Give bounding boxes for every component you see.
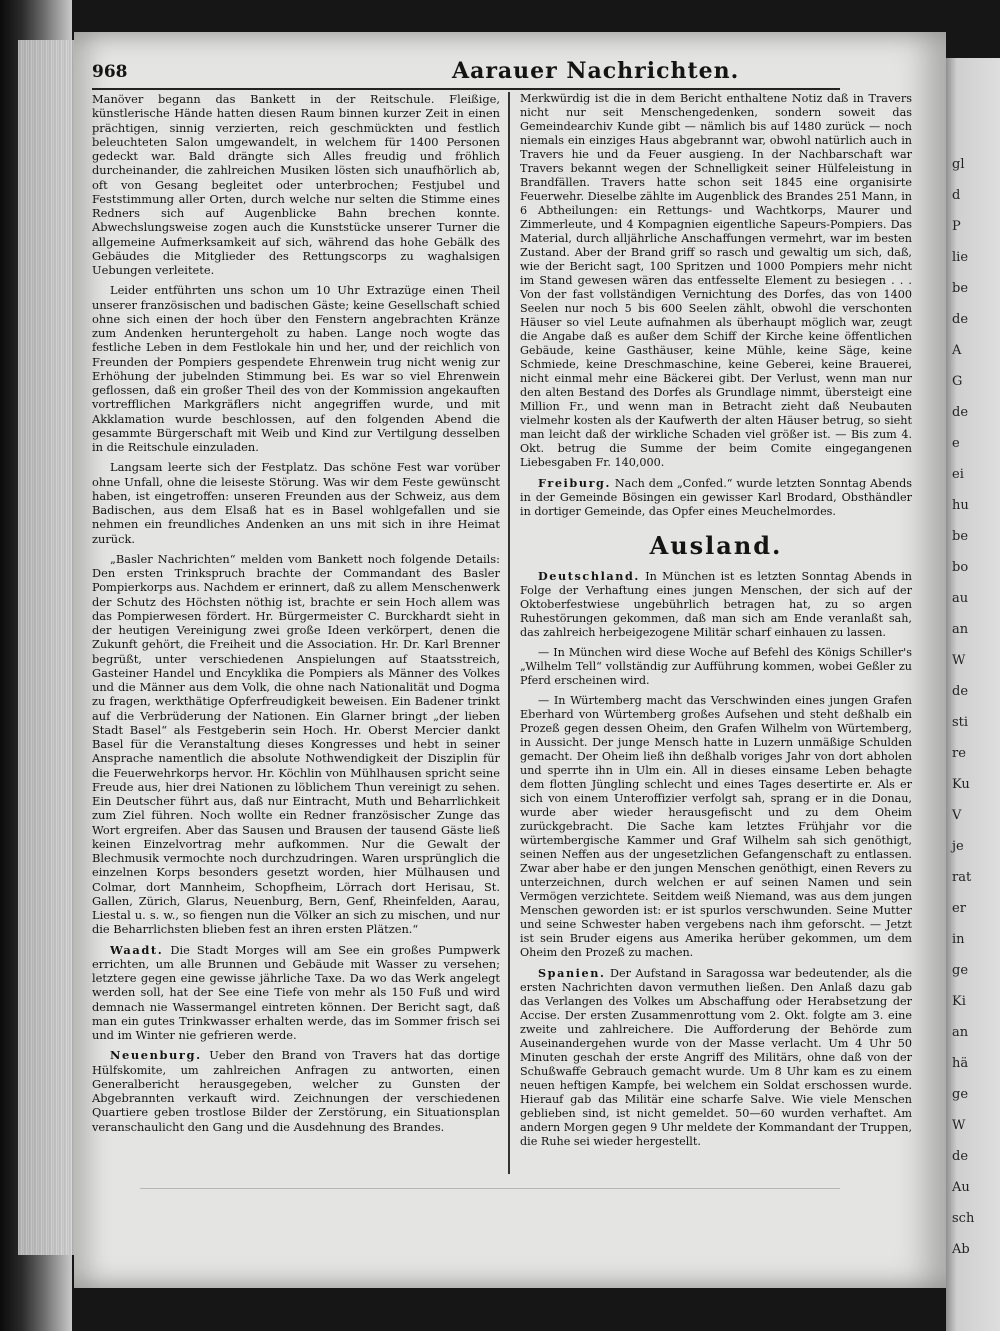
next-page-text-fragment: sch bbox=[952, 1211, 975, 1226]
right-column bbox=[520, 92, 912, 1155]
next-page-text-fragment: Ab bbox=[952, 1242, 970, 1257]
article-paragraph bbox=[520, 966, 912, 1149]
next-page-text-fragment: e bbox=[952, 436, 960, 451]
dateline: Waadt. bbox=[110, 942, 164, 957]
next-page-text-fragment: au bbox=[952, 591, 969, 606]
dateline: Neuenburg. bbox=[110, 1048, 202, 1063]
page-number: 968 bbox=[92, 62, 128, 82]
next-page-text-fragment: rat bbox=[952, 870, 972, 885]
next-page-text-fragment: gl bbox=[952, 157, 965, 172]
article-paragraph bbox=[520, 92, 912, 470]
next-page-text-fragment: hu bbox=[952, 498, 969, 513]
next-page-text-fragment: de bbox=[952, 312, 969, 327]
dateline: Freiburg. bbox=[538, 476, 611, 490]
paragraph-text: Manöver begann das Bankett in der Reitschule. Fleißige, künstlerische Hände hatten diesen Raum binnen kurzer Zeit in einen prächtigen, sinnig verzierten, reich geschmückten und festlich beleuchteten Salon umgewandelt, in welchem für 1400 Personen gedeckt war. Bald drängte sich Alles freudig und fröhlich durcheinander, die zahlreichen Musiken lösten sich unaufhörlich ab, oft von Gesang begleitet oder unterbrochen; Festjubel und Feststimmung aller Orten, durch welche nur selten die Stimme eines Redners sich auf Augenblicke Bahn brechen konnte. Abwechslungsweise zogen auch die Kunststücke unserer Turner die allgemeine Aufmerksamkeit auf sich, während das hohe Gebälk des Gebäudes die Mitglieder des Rettungscorps zu waghalsigen Uebungen verleitete. bbox=[92, 92, 500, 277]
next-page-text-fragment: in bbox=[952, 932, 965, 947]
left-column bbox=[92, 92, 500, 1140]
next-page-text-fragment: je bbox=[952, 839, 964, 854]
paragraph-text: In München ist es letzten Sonntag Abends in Folge der Verhaftung eines jungen Menschen, der sich auf der Oktoberfestwiese ungebührlich betragen hat, zu so argen Ruhestörungen gekommen, daß man sich am Ende veranlaßt sah, das zahlreich herbeigezogene Militär scharf einhauen zu lassen. bbox=[520, 570, 912, 639]
paragraph-text: — In München wird diese Woche auf Befehl des Königs Schiller's „Wilhelm Tell“ vollständig zur Aufführung kommen, wobei Geßler zu Pferd erscheinen wird. bbox=[520, 646, 912, 687]
paragraph-text: Die Stadt Morges will am See ein großes Pumpwerk errichten, um alle Brunnen und Gebäude mit Wasser zu versehen; letztere gegen eine gewisse jährliche Taxe. Da wo das Werk angelegt werden soll, hat der See eine Tiefe von mehr als 150 Fuß und wird demnach nie Wassermangel eintreten können. Der Bericht sagt, daß man ein gutes Trinkwasser erhalten werde, das im Sommer frisch sei und im Winter nie gefrieren werde. bbox=[92, 942, 500, 1042]
next-page-text-fragment: de bbox=[952, 684, 969, 699]
article-paragraph bbox=[520, 476, 912, 519]
article-paragraph bbox=[92, 552, 500, 937]
header-rule bbox=[92, 88, 840, 90]
next-page-text-fragment: Ki bbox=[952, 994, 966, 1009]
paragraph-text: — In Würtemberg macht das Verschwinden eines jungen Grafen Eberhard von Würtemberg großes Aufsehen und steht deßhalb ein Prozeß gegen dessen Oheim, den Grafen Wilhelm von Würtemberg, in Aussicht. Der junge Mensch hatte in Luzern unmäßige Schulden gemacht. Der Oheim ließ ihn deßhalb voriges Jahr von dort abholen und sperrte ihn in Ulm ein. All in dieses einsame Leben behagte dem flotten Jüngling schlecht und eines Tages desertirte er. Als er sich von einem Unteroffizier verfolgt sah, sprang er in die Donau, wurde aber wieder herausgefischt und zu dem Oheim zurückgebracht. Die Sache kam letztes Frühjahr vor die würtembergische Kammer und Graf Wilhelm sah sich genöthigt, seinen Neffen aus der ungesetzlichen Gefangenschaft zu entlassen. Zwar aber habe er den jungen Menschen genöthigt, einen Revers zu unterzeichnen, durch welchen er auf seinen Namen und sein Vermögen verzichtete. Seitdem weiß Niemand, was aus dem jungen Menschen geworden ist: er ist spurlos verschwunden. Seine Mutter und seine Schwester haben vergebens nach ihm geforscht. — Jetzt ist sein Bruder eigens aus Amerika herüber gekommen, um dem Oheim den Prozeß zu machen. bbox=[520, 694, 912, 959]
paragraph-text: Langsam leerte sich der Festplatz. Das schöne Fest war vorüber ohne Unfall, ohne die leiseste Störung. Was wir dem Feste gewünscht haben, ist eingetroffen: unseren Freunden aus der Schweiz, aus dem Badischen, aus dem Elsaß hat es in Basel wohlgefallen und sie nehmen ein freundliches Andenken an uns mit sich in ihre Heimat zurück. bbox=[92, 460, 500, 546]
column-divider bbox=[508, 92, 510, 1174]
next-page-text-fragment: A bbox=[952, 343, 962, 358]
paragraph-text: Leider entführten uns schon um 10 Uhr Extrazüge einen Theil unserer französischen und badischen Gäste; keine Gesellschaft schied ohne sich einen der hoch über den Fenstern angebrachten Kränze zum Andenken heruntergeholt zu haben. Lange noch wogte das festliche Leben in dem Festlokale hin und her, und der reichlich von Freunden der Pompiers gespendete Ehrenwein trug nicht wenig zur Erhöhung der jubelnden Stimmung bei. Es war so viel Ehrenwein geflossen, daß ein großer Theil des von der Kommission angekauften vortrefflichen Markgräflers nicht angegriffen wurde, und mit Akklamation wurde beschlossen, auf den folgenden Abend die gesammte Bürgerschaft mit Weib und Kind zur Vertilgung desselben in die Reitschule einzuladen. bbox=[92, 283, 500, 454]
article-paragraph bbox=[92, 460, 500, 546]
paragraph-text: Nach dem „Confed.“ wurde letzten Sonntag Abends in der Gemeinde Bösingen ein gewisser Karl Brodard, Obsthändler in dortiger Gemeinde, das Opfer eines Meuchelmordes. bbox=[520, 477, 912, 518]
next-page-text-fragment: de bbox=[952, 1149, 969, 1164]
article-paragraph bbox=[520, 646, 912, 688]
next-page-text-fragment: hä bbox=[952, 1056, 969, 1071]
stacked-page-edges bbox=[18, 40, 78, 1255]
next-page-text-fragment: ge bbox=[952, 1087, 969, 1102]
article-paragraph bbox=[520, 569, 912, 640]
next-page-text-fragment: W bbox=[952, 653, 966, 668]
next-page-text-fragment: ei bbox=[952, 467, 964, 482]
dateline: Deutschland. bbox=[538, 569, 640, 583]
next-page-text-fragment: sti bbox=[952, 715, 969, 730]
paragraph-text: Der Aufstand in Saragossa war bedeutender, als die ersten Nachrichten davon vermuthen ließen. Den Anlaß dazu gab das Verlangen des Volkes um Abschaffung oder Herabsetzung der Accise. Der ersten Zusammenrottung vom 2. Okt. folgte am 3. eine zweite und zahlreichere. Die Aufforderung der Behörde zum Auseinandergehen wurde von der Masse verlacht. Um 4 Uhr 50 Minuten geschah der erste Angriff des Militärs, ohne daß von der Schußwaffe Gebrauch gemacht wurde. Um 8 Uhr kam es zu einem neuen heftigen Kampfe, bei welchem ein Soldat erschossen wurde. Hierauf gab das Militär eine scharfe Salve. Wie viele Menschen geblieben sind, ist nicht gemeldet. 50—60 wurden verhaftet. Am andern Morgen gegen 9 Uhr meldete der Kommandant der Truppen, die Ruhe sei wieder hergestellt. bbox=[520, 967, 912, 1148]
paragraph-text: Merkwürdig ist die in dem Bericht enthaltene Notiz daß in Travers nicht nur seit Menschengedenken, sondern soweit das Gemeindearchiv Kunde gibt — nämlich bis auf 1480 zurück — noch niemals ein einziges Haus abgebrannt war, obwohl natürlich auch in Travers hie und da Feuer ausgieng. In der Nachbarschaft war Travers bekannt wegen der Schnelligkeit seiner Hülfeleistung in Brandfällen. Travers hatte schon seit 1845 eine organisirte Feuerwehr. Dieselbe zählte im Augenblick des Brandes 251 Mann, in 6 Abtheilungen: ein Rettungs- und Wachtkorps, Maurer und Zimmerleute, und 4 Kompagnien eigentliche Sapeurs-Pompiers. Das Material, durch alljährliche Anschaffungen vermehrt, war im besten Zustand. Aber der Brand griff so rasch und gewaltig um sich, daß, wie der Bericht sagt, 100 Spritzen und 1000 Pompiers mehr nicht im Stand gewesen wären das entfesselte Element zu besiegen . . . Von der fast vollständigen Vernichtung des Dorfes, das von 1400 Seelen nur noch 5 bis 600 Seelen zählt, obwohl die verschonten Häuser so viel Leute aufnahmen als überhaupt möglich war, zeugt die Angabe daß es außer dem Schiff der Kirche keine öffentlichen Gebäude, keine Gasthäuser, keine Mühle, keine Säge, keine Schmiede, keine Dreschmaschine, keine Geberei, keine Brauerei, nicht einmal mehr eine Bäckerei gibt. Der Verlust, wenn man nur den alten Bestand des Dorfes als Grundlage nimmt, übersteigt eine Million Fr., und wenn man in Betracht zieht daß Neubauten vielmehr kosten als der Kaufwerth der alten Häuser betrug, so sieht man leicht daß der wirkliche Schaden viel größer ist. — Bis zum 4. Okt. betrug die Summe der beim Comite eingegangenen Liebesgaben Fr. 140,000. bbox=[520, 92, 912, 469]
next-page-text-fragment: be bbox=[952, 281, 969, 296]
next-page-text-fragment: bo bbox=[952, 560, 969, 575]
dateline: Spanien. bbox=[538, 966, 606, 980]
next-page-text-fragment: Au bbox=[952, 1180, 970, 1195]
foreign-news bbox=[520, 569, 912, 1149]
next-page-text-fragment: be bbox=[952, 529, 969, 544]
next-page-text-fragment: d bbox=[952, 188, 961, 203]
article-paragraph bbox=[92, 943, 500, 1043]
paragraph-text: „Basler Nachrichten“ melden vom Bankett noch folgende Details: Den ersten Trinkspruch brachte der Commandant des Basler Pompierkorps aus. Nachdem er erinnert, daß zu allem Menschenwerk der Schutz des Höchsten nöthig ist, brachte er sein Hoch allem was das Pompierwesen fördert. Hr. Bürgermeister C. Burckhardt sieht in der heutigen Vereinigung zwei große Ideen verkörpert, denen die Zukunft gehört, die Freiheit und die Association. Hr. Dr. Karl Brenner begrüßt, unter verschiedenen Anspielungen auf Staatsstreich, Gasteiner Handel und Encyklika die Pompiers als Männer des Volkes und die Männer aus dem Volk, die ohne nach Nationalität und Dogma zu fragen, werkthätige Opferfreudigkeit beweisen. Ein Badener trinkt auf die Verbrüderung der Nationen. Ein Glarner bringt „der lieben Stadt Basel“ als Festgeberin sein Hoch. Hr. Oberst Mercier dankt Basel für die Veranstaltung dieses Kongresses und hebt in seiner Ansprache namentlich die absolute Nothwendigkeit der Disziplin für die Feuerwehrkorps hervor. Hr. Köchlin von Mühlhausen spricht seine Freude aus, hier drei Nationen zu löblichem Thun vereinigt zu sehen. Ein Deutscher führt aus, daß nur Eintracht, Muth und Beharrlichkeit zum Ziel führen. Noch wollte ein Redner französischer Zunge das Wort ergreifen. Aber das Sausen und Brausen der tausend Gäste ließ keinen Einzelvortrag mehr aufkommen. Nur die Gewalt der Blechmusik vermochte noch durchzudringen. Waren ursprünglich die einzelnen Korps besonders gesetzt worden, hier Mülhausen und Colmar, dort Mannheim, Schopfheim, Lörrach dort Herisau, St. Gallen, Zürich, Glarus, Neuenburg, Bern, Genf, Rheinfelden, Aarau, Liestal u. s. w., so fiengen nun die Völker an sich zu mischen, und nur die Beharrlichsten blieben fest an ihren ersten Plätzen.“ bbox=[92, 551, 500, 937]
domestic-news-continued bbox=[520, 92, 912, 519]
paragraph-text: Ueber den Brand von Travers hat das dortige Hülfskomite, um zahlreichen Anfragen zu antworten, einen Generalbericht herausgegeben, welcher zu Gunsten der Abgebrannten verkauft wird. Zeichnungen der verschiedenen Quartiere geben trostlose Bilder der Zerstörung, ein Situationsplan veranschaulicht den Gang und die Ausdehnung des Brandes. bbox=[92, 1048, 500, 1134]
article-paragraph bbox=[92, 283, 500, 454]
running-title: Aarauer Nachrichten. bbox=[452, 58, 740, 84]
article-paragraph bbox=[520, 694, 912, 960]
article-paragraph bbox=[92, 92, 500, 277]
page-header bbox=[92, 30, 828, 84]
next-page-text-fragment: lie bbox=[952, 250, 969, 265]
next-page-text-fragment: er bbox=[952, 901, 966, 916]
next-page-text-fragment: de bbox=[952, 405, 969, 420]
next-page-text-fragment: V bbox=[952, 808, 962, 823]
footer-rule bbox=[140, 1188, 840, 1189]
next-page-text-fragment: re bbox=[952, 746, 966, 761]
next-page-text-fragment: P bbox=[952, 219, 961, 234]
next-page-text-fragment: W bbox=[952, 1118, 966, 1133]
next-page-text-fragment: Ku bbox=[952, 777, 970, 792]
section-heading: Ausland. bbox=[649, 531, 783, 560]
next-page-text-fragment: an bbox=[952, 622, 969, 637]
next-page-text-fragment: G bbox=[952, 374, 963, 389]
article-paragraph bbox=[92, 1048, 500, 1134]
next-page-text-fragment: ge bbox=[952, 963, 969, 978]
adjacent-page-edge bbox=[946, 58, 1000, 1331]
next-page-text-fragment: an bbox=[952, 1025, 969, 1040]
